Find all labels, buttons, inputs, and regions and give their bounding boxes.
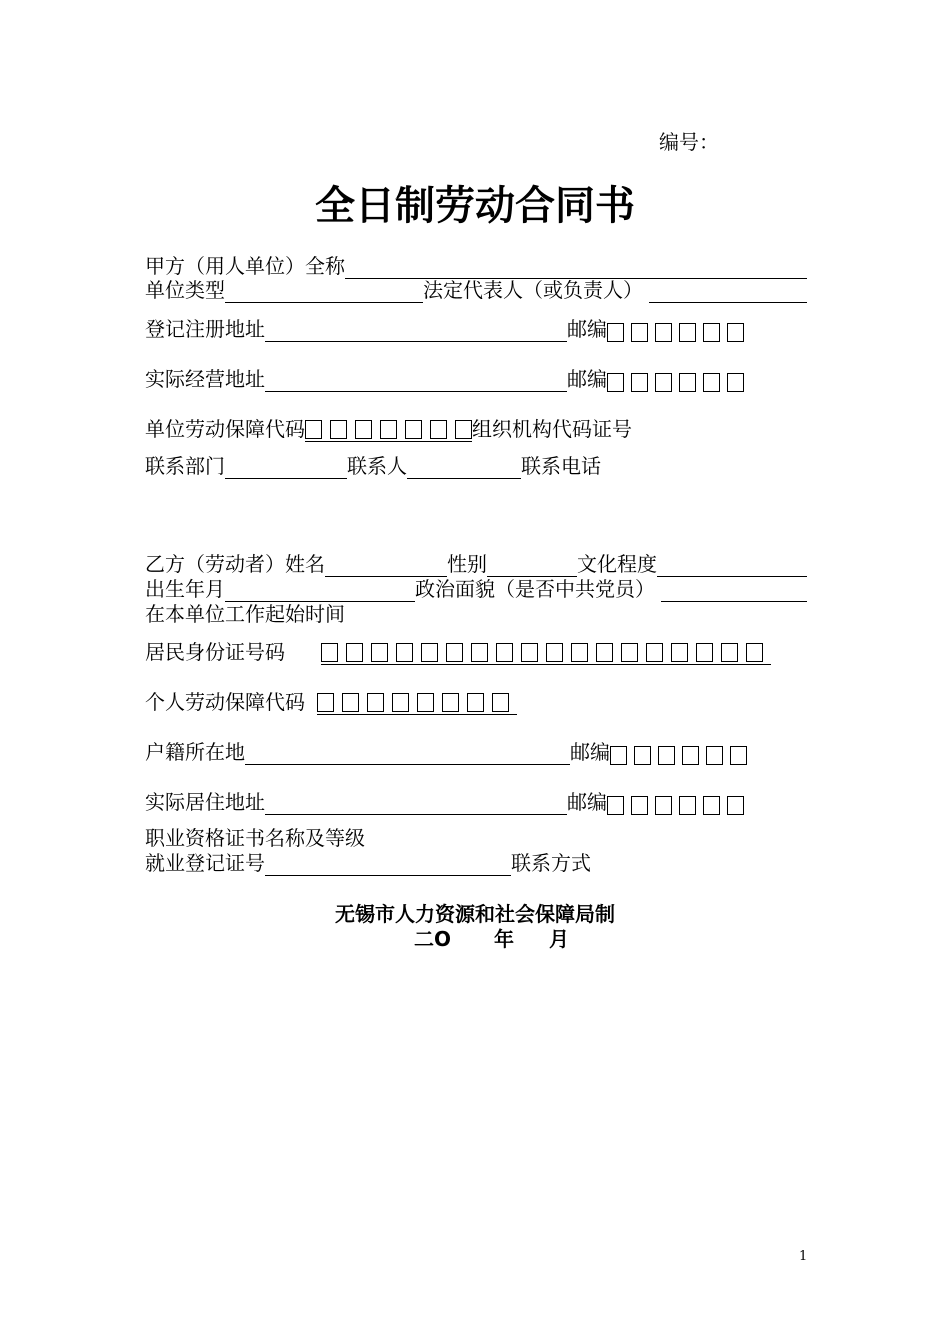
residence-postcode-label: 邮编	[567, 790, 607, 814]
digit-box[interactable]	[571, 643, 588, 662]
digit-box[interactable]	[703, 323, 720, 342]
digit-box[interactable]	[305, 420, 322, 439]
employment-reg-field[interactable]	[265, 853, 511, 876]
digit-box[interactable]	[355, 420, 372, 439]
digit-box[interactable]	[655, 373, 672, 392]
digit-box[interactable]	[607, 373, 624, 392]
actual-address-field[interactable]	[265, 369, 567, 392]
digit-box[interactable]	[655, 323, 672, 342]
qualification-label: 职业资格证书名称及等级	[145, 826, 365, 850]
digit-box[interactable]	[727, 373, 744, 392]
id-number-label: 居民身份证号码	[145, 640, 285, 664]
birth-label: 出生年月	[145, 577, 225, 601]
digit-box[interactable]	[471, 643, 488, 662]
digit-box[interactable]	[679, 796, 696, 815]
digit-box[interactable]	[607, 323, 624, 342]
digit-box[interactable]	[631, 323, 648, 342]
digit-box[interactable]	[727, 796, 744, 815]
digit-box[interactable]	[342, 693, 359, 712]
digit-box[interactable]	[392, 693, 409, 712]
residence-field[interactable]	[265, 792, 567, 815]
digit-box[interactable]	[421, 643, 438, 662]
digit-box[interactable]	[596, 643, 613, 662]
org-code-label: 组织机构代码证号	[472, 417, 632, 441]
contact-person-label: 联系人	[347, 454, 407, 478]
residence-label: 实际居住地址	[145, 790, 265, 814]
digit-box[interactable]	[655, 796, 672, 815]
contact-method-label: 联系方式	[511, 851, 591, 875]
personal-code-row	[145, 686, 807, 715]
digit-box[interactable]	[721, 643, 738, 662]
digit-box[interactable]	[396, 643, 413, 662]
digit-box[interactable]	[679, 323, 696, 342]
date-line	[414, 923, 569, 952]
digit-box[interactable]	[496, 643, 513, 662]
id-number-boxes[interactable]	[321, 643, 771, 665]
page-number: 1	[799, 1249, 808, 1264]
employment-reg-label: 就业登记证号	[145, 851, 265, 875]
digit-box[interactable]	[546, 643, 563, 662]
month-label: 月	[548, 927, 569, 951]
digit-box[interactable]	[330, 420, 347, 439]
digit-box[interactable]	[521, 643, 538, 662]
contact-row	[145, 450, 807, 479]
actual-postcode-boxes[interactable]	[607, 373, 751, 392]
digit-box[interactable]	[321, 643, 338, 662]
reg-address-row	[145, 313, 807, 342]
digit-box[interactable]	[631, 373, 648, 392]
serial-number-label: 编号：	[659, 130, 719, 154]
legal-rep-field[interactable]	[649, 280, 807, 303]
digit-box[interactable]	[367, 693, 384, 712]
unit-type-row	[145, 274, 807, 303]
unit-type-label: 单位类型	[145, 278, 225, 302]
digit-box[interactable]	[417, 693, 434, 712]
digit-box[interactable]	[703, 796, 720, 815]
unit-type-field[interactable]	[225, 280, 423, 303]
contact-dept-label: 联系部门	[145, 454, 225, 478]
party-a-full-name-label: 甲方（用人单位）全称	[145, 254, 345, 278]
contact-dept-field[interactable]	[225, 456, 347, 479]
start-time-row	[145, 598, 807, 627]
hukou-postcode-label: 邮编	[570, 740, 610, 764]
digit-box[interactable]	[317, 693, 334, 712]
contact-phone-label: 联系电话	[521, 454, 601, 478]
digit-box[interactable]	[679, 373, 696, 392]
issuer: 无锡市人力资源和社会保障局制	[335, 902, 615, 926]
labor-code-label: 单位劳动保障代码	[145, 417, 305, 441]
hukou-field[interactable]	[245, 742, 570, 765]
reg-address-label: 登记注册地址	[145, 317, 265, 341]
gender-label: 性别	[447, 552, 487, 576]
party-b-name-label: 乙方（劳动者）姓名	[145, 552, 325, 576]
digit-box[interactable]	[671, 643, 688, 662]
digit-box[interactable]	[492, 693, 509, 712]
actual-address-row	[145, 363, 807, 392]
digit-box[interactable]	[727, 323, 744, 342]
education-label: 文化程度	[577, 552, 657, 576]
labor-code-boxes[interactable]	[305, 420, 472, 442]
digit-box[interactable]	[696, 643, 713, 662]
digit-box[interactable]	[371, 643, 388, 662]
digit-box[interactable]	[706, 746, 723, 765]
digit-box[interactable]	[631, 796, 648, 815]
digit-box[interactable]	[658, 746, 675, 765]
digit-box[interactable]	[467, 693, 484, 712]
digit-box[interactable]	[703, 373, 720, 392]
employment-reg-row	[145, 847, 807, 876]
digit-box[interactable]	[682, 746, 699, 765]
personal-code-boxes[interactable]	[317, 693, 517, 715]
hukou-postcode-boxes[interactable]	[610, 746, 754, 765]
digit-box[interactable]	[380, 420, 397, 439]
digit-box[interactable]	[442, 693, 459, 712]
year-label: 年	[493, 927, 514, 951]
hukou-label: 户籍所在地	[145, 740, 245, 764]
start-time-label: 在本单位工作起始时间	[145, 602, 345, 626]
actual-postcode-label: 邮编	[567, 367, 607, 391]
contact-person-field[interactable]	[407, 456, 521, 479]
residence-postcode-boxes[interactable]	[607, 796, 751, 815]
digit-box[interactable]	[607, 796, 624, 815]
digit-box[interactable]	[610, 746, 627, 765]
digit-box[interactable]	[446, 643, 463, 662]
document-title: 全日制劳动合同书	[315, 183, 635, 229]
id-number-row	[145, 636, 807, 665]
labor-code-row	[145, 413, 807, 442]
reg-postcode-boxes[interactable]	[607, 323, 751, 342]
legal-rep-label: 法定代表人（或负责人）	[423, 278, 643, 302]
digit-box[interactable]	[646, 643, 663, 662]
digit-box[interactable]	[430, 420, 447, 439]
digit-box[interactable]	[346, 643, 363, 662]
residence-row	[145, 786, 807, 815]
date-prefix: 二O	[414, 927, 452, 951]
actual-address-label: 实际经营地址	[145, 367, 265, 391]
hukou-row	[145, 736, 807, 765]
reg-postcode-label: 邮编	[567, 317, 607, 341]
digit-box[interactable]	[730, 746, 747, 765]
political-label: 政治面貌（是否中共党员）	[415, 577, 655, 601]
personal-code-label: 个人劳动保障代码	[145, 690, 305, 714]
reg-address-field[interactable]	[265, 319, 567, 342]
digit-box[interactable]	[746, 643, 763, 662]
digit-box[interactable]	[405, 420, 422, 439]
digit-box[interactable]	[621, 643, 638, 662]
digit-box[interactable]	[634, 746, 651, 765]
digit-box[interactable]	[455, 420, 472, 439]
